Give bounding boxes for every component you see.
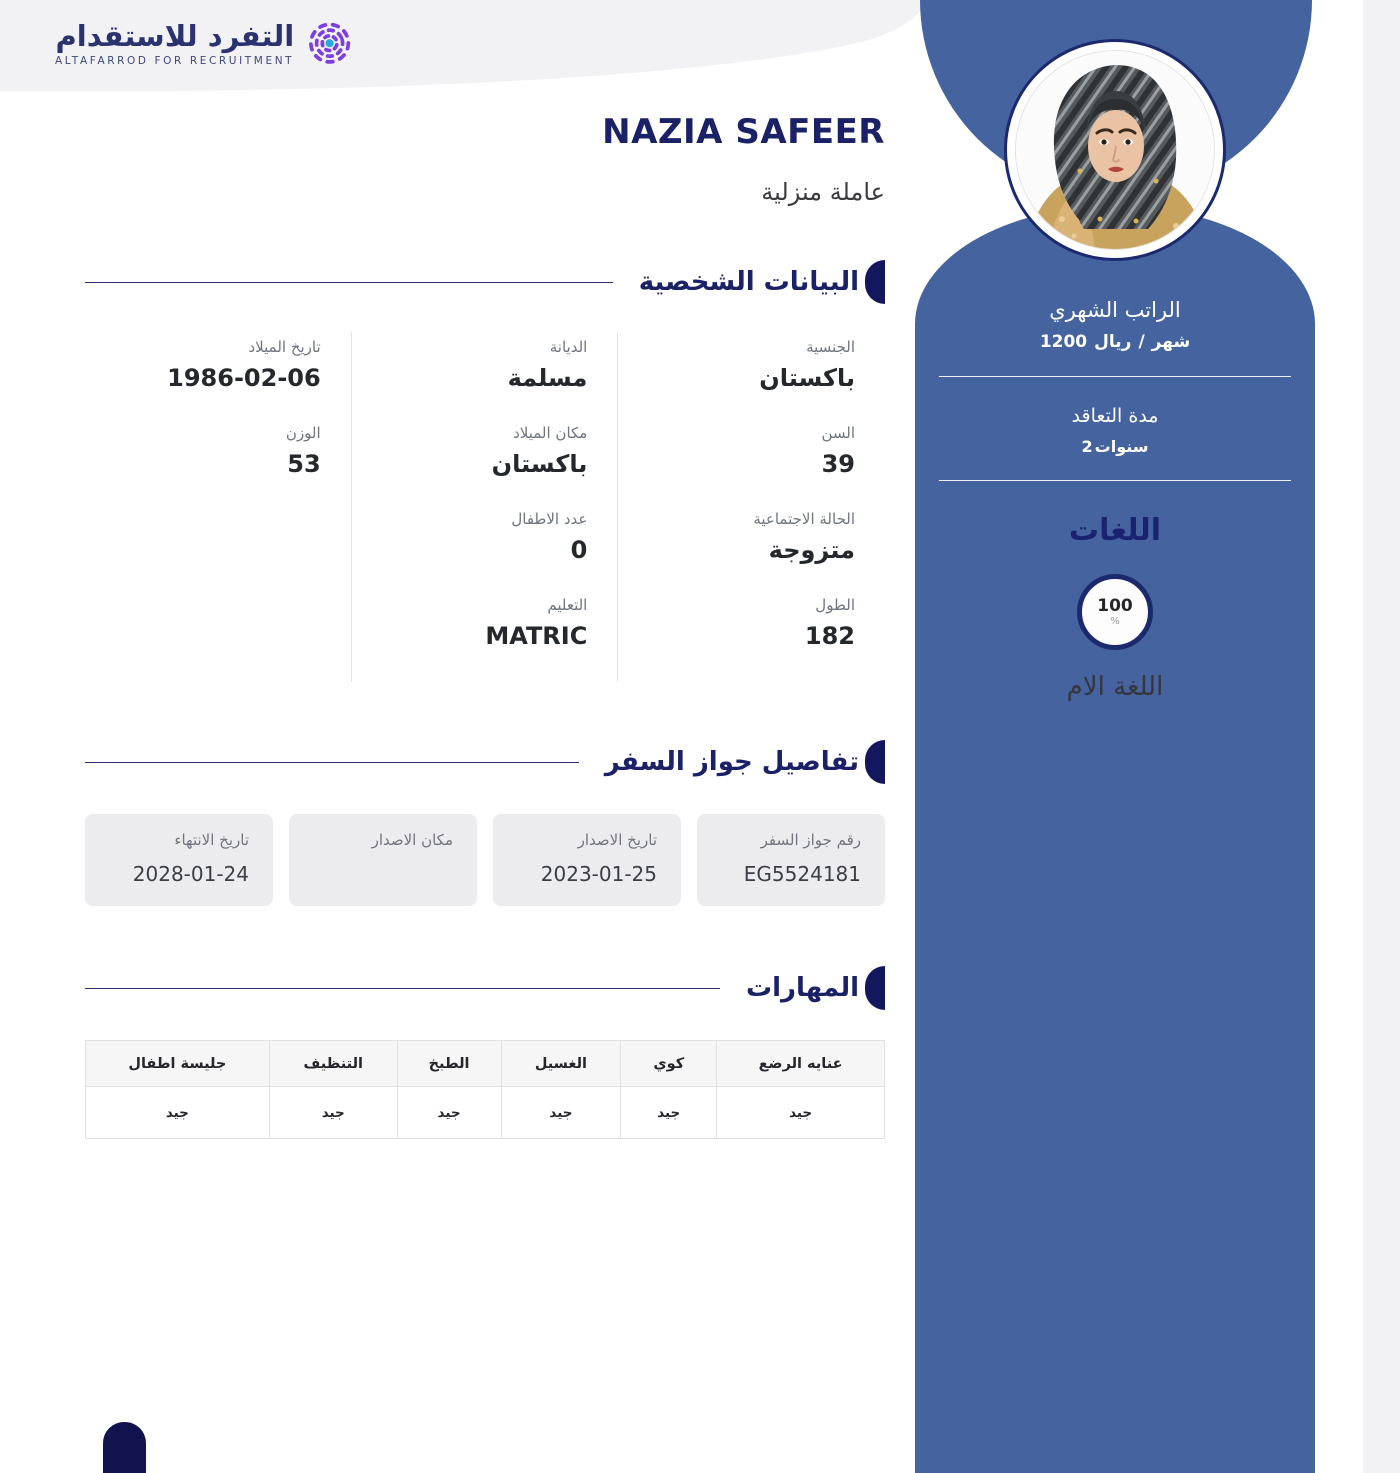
contract-duration-label: مدة التعاقد: [1071, 405, 1159, 427]
contract-unit: سنوات: [1094, 437, 1149, 456]
field-label: السن: [821, 424, 855, 442]
personal-data-grid: [85, 332, 885, 682]
skill-value-cleaning: جيد: [269, 1087, 397, 1139]
salary-period: شهر: [1151, 332, 1191, 352]
field-children-count: [362, 510, 588, 596]
field-label: الجنسية: [806, 338, 855, 356]
skill-value-infant-care: جيد: [717, 1087, 885, 1139]
section-header-personal: [85, 260, 885, 304]
field-weight: [95, 424, 321, 510]
salary-separator: /: [1138, 332, 1145, 352]
passport-issue-place-card: [289, 814, 477, 906]
skill-value-babysitting: جيد: [86, 1087, 270, 1139]
card-label: تاريخ الانتهاء: [174, 831, 249, 849]
section-line: [85, 282, 613, 283]
skill-header-babysitting: جليسة اطفال: [86, 1041, 270, 1087]
field-value: مسلمة: [507, 364, 588, 392]
field-birthdate: [95, 338, 321, 424]
field-label: عدد الاطفال: [511, 510, 588, 528]
passport-number-card: [697, 814, 885, 906]
personal-column-2: [352, 332, 619, 682]
field-value: 53: [287, 450, 321, 478]
field-label: الطول: [815, 596, 855, 614]
card-label: مكان الاصدار: [371, 831, 453, 849]
bottom-pill-decoration: [103, 1422, 146, 1473]
skills-value-row: [86, 1087, 885, 1139]
field-value: 39: [821, 450, 855, 478]
section-bullet-icon: [865, 966, 885, 1010]
field-height: [628, 596, 855, 682]
sidebar-divider: [939, 376, 1291, 377]
language-name: اللغة الام: [1066, 672, 1164, 702]
passport-cards: [85, 814, 885, 906]
section-title-skills: المهارات: [745, 973, 859, 1003]
skills-header-row: [86, 1041, 885, 1087]
field-education: [362, 596, 588, 682]
main-content: [85, 0, 885, 1139]
field-label: تاريخ الميلاد: [248, 338, 321, 356]
salary-amount: 1200: [1039, 332, 1088, 352]
language-progress-circle: [1077, 574, 1153, 650]
card-value: EG5524181: [743, 862, 861, 886]
percent-sign: %: [1110, 615, 1120, 627]
field-value: 0: [570, 536, 588, 564]
section-line: [85, 762, 579, 763]
skill-value-washing: جيد: [501, 1087, 621, 1139]
field-age: [628, 424, 855, 510]
field-nationality: [628, 338, 855, 424]
field-label: مكان الميلاد: [513, 424, 588, 442]
skill-header-cleaning: التنظيف: [269, 1041, 397, 1087]
card-label: تاريخ الاصدار: [577, 831, 657, 849]
field-value: باكستان: [491, 450, 588, 478]
field-label: الديانة: [549, 338, 588, 356]
section-bullet-icon: [865, 740, 885, 784]
salary-currency: ريال: [1094, 332, 1132, 352]
skill-header-ironing: كوي: [621, 1041, 717, 1087]
section-header-skills: [85, 966, 885, 1010]
sidebar-content: [915, 206, 1315, 702]
field-label: الحالة الاجتماعية: [753, 510, 855, 528]
skills-table: [85, 1040, 885, 1139]
card-value: 2028-01-24: [132, 862, 249, 886]
field-marital-status: [628, 510, 855, 596]
section-title-passport: تفاصيل جواز السفر: [604, 747, 859, 777]
card-value: [303, 862, 453, 886]
field-label: التعليم: [547, 596, 588, 614]
skill-header-washing: الغسيل: [501, 1041, 621, 1087]
card-label: رقم جواز السفر: [760, 831, 861, 849]
job-title: عاملة منزلية: [761, 178, 885, 206]
section-bullet-icon: [865, 260, 885, 304]
contract-duration-value: [915, 437, 1315, 456]
field-value: 182: [804, 622, 855, 650]
personal-column-3: [85, 332, 352, 682]
skill-header-infant-care: عنايه الرضع: [717, 1041, 885, 1087]
passport-expiry-date-card: [85, 814, 273, 906]
brand-subtitle: ALTAFARROD FOR RECRUITMENT: [55, 55, 295, 68]
skill-value-ironing: جيد: [621, 1087, 717, 1139]
section-line: [85, 988, 720, 989]
field-value: 1986-02-06: [167, 364, 321, 392]
sidebar-divider: [939, 480, 1291, 481]
salary-label: الراتب الشهري: [1049, 298, 1181, 322]
salary-value: [915, 332, 1315, 352]
skill-value-cooking: جيد: [397, 1087, 501, 1139]
field-birthplace: [362, 424, 588, 510]
card-value: 2023-01-25: [540, 862, 657, 886]
field-religion: [362, 338, 588, 424]
personal-column-1: [618, 332, 885, 682]
language-percent: 100: [1097, 595, 1133, 616]
field-value: باكستان: [759, 364, 855, 392]
brand-title: التفرد للاستقدام: [55, 18, 295, 53]
field-value: MATRIC: [485, 622, 588, 650]
passport-issue-date-card: [493, 814, 681, 906]
field-value: متزوجة: [768, 536, 855, 564]
contract-amount: 2: [1081, 437, 1093, 456]
section-header-passport: [85, 740, 885, 784]
field-label: الوزن: [285, 424, 321, 442]
candidate-name: NAZIA SAFEER: [602, 112, 885, 152]
section-title-personal: البيانات الشخصية: [638, 267, 859, 297]
skill-header-cooking: الطبخ: [397, 1041, 501, 1087]
languages-title: اللغات: [1068, 513, 1162, 548]
